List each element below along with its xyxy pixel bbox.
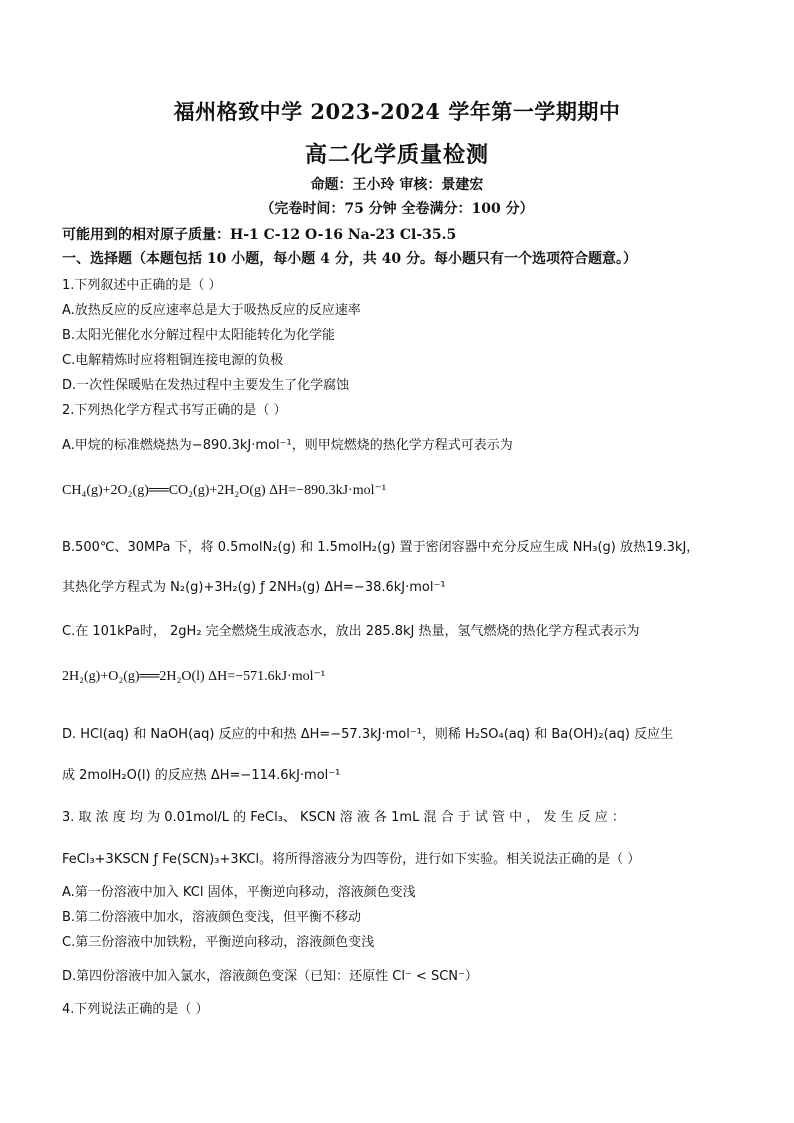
q1-option-c: C.电解精炼时应将粗铜连接电源的负极 [62,353,284,368]
q2-option-d-text: D. HCl(aq) 和 NaOH(aq) 反应的中和热 ΔH=−57.3kJ·mol⁻¹，则稀 H₂SO₄(aq) 和 Ba(OH)₂(aq) 反应生 [62,727,674,742]
q2-option-d-continued: 成 2molH₂O(l) 的反应热 ΔH=−114.6kJ·mol⁻¹ [62,768,341,783]
section-heading: 一、选择题（本题包括 10 小题，每小题 4 分，共 40 分。每小题只有一个选项符合题意。） [62,251,637,267]
q1-option-d: D.一次性保暖贴在发热过程中主要发生了化学腐蚀 [62,378,350,393]
q4-stem: 4.下列说法正确的是（ ） [62,1002,209,1017]
q3-option-c: C.第三份溶液中加铁粉，平衡逆向移动，溶液颜色变浅 [62,935,375,950]
q1-option-b: B.太阳光催化水分解过程中太阳能转化为化学能 [62,328,336,343]
q3-option-d: D.第四份溶液中加入氯水，溶液颜色变深（已知：还原性 Cl⁻ < SCN⁻） [62,969,478,984]
q2-option-a-text: A.甲烷的标准燃烧热为−890.3kJ·mol⁻¹，则甲烷燃烧的热化学方程式可表示为 [62,438,513,453]
q2-option-a-equation: CH₄(g)+2O₂(g)══CO₂(g)+2H₂O(g) ΔH=−890.3kJ·mol⁻¹ [62,483,387,498]
q2-option-c-text: C.在 101kPa时， 2gH₂ 完全燃烧生成液态水，放出 285.8kJ 热量，氢气燃烧的热化学方程式表示为 [62,624,640,639]
q2-option-c-equation: 2H₂(g)+O₂(g)══2H₂O(l) ΔH=−571.6kJ·mol⁻¹ [62,669,326,684]
q1-option-a: A.放热反应的反应速率总是大于吸热反应的反应速率 [62,303,361,318]
exam-time-info: （完卷时间：75 分钟 全卷满分：100 分） [260,201,534,217]
exam-title: 福州格致中学 2023-2024 学年第一学期期中 [173,99,621,124]
q3-stem: 3. 取 浓 度 均 为 0.01mol/L 的 FeCl₃、 KSCN 溶 液 各 1mL 混 合 于 试 管 中 ， 发 生 反 应 ： [62,810,625,825]
exam-subtitle: 高二化学质量检测 [304,142,489,168]
q3-option-b: B.第二份溶液中加水，溶液颜色变浅，但平衡不移动 [62,910,362,925]
q2-option-b-equation: 其热化学方程式为 N₂(g)+3H₂(g) ƒ 2NH₃(g) ΔH=−38.6kJ·mol⁻¹ [62,580,446,595]
q1-stem: 1.下列叙述中正确的是（ ） [62,278,222,293]
atomic-masses: 可能用到的相对原子质量：H-1 C-12 O-16 Na-23 Cl-35.5 [62,227,457,243]
q3-reaction: FeCl₃+3KSCN ƒ Fe(SCN)₃+3KCl。将所得溶液分为四等份，进行如下实验。相关说法正确的是（ ） [62,852,641,867]
q2-stem: 2.下列热化学方程式书写正确的是（ ） [62,403,287,418]
q3-option-a: A.第一份溶液中加入 KCl 固体，平衡逆向移动，溶液颜色变浅 [62,885,416,900]
q2-option-b-text: B.500℃、30MPa 下，将 0.5molN₂(g) 和 1.5molH₂(g) 置于密闭容器中充分反应生成 NH₃(g) 放热19.3kJ， [62,540,700,555]
exam-authors: 命题：王小玲 审核：景建宏 [310,177,484,193]
